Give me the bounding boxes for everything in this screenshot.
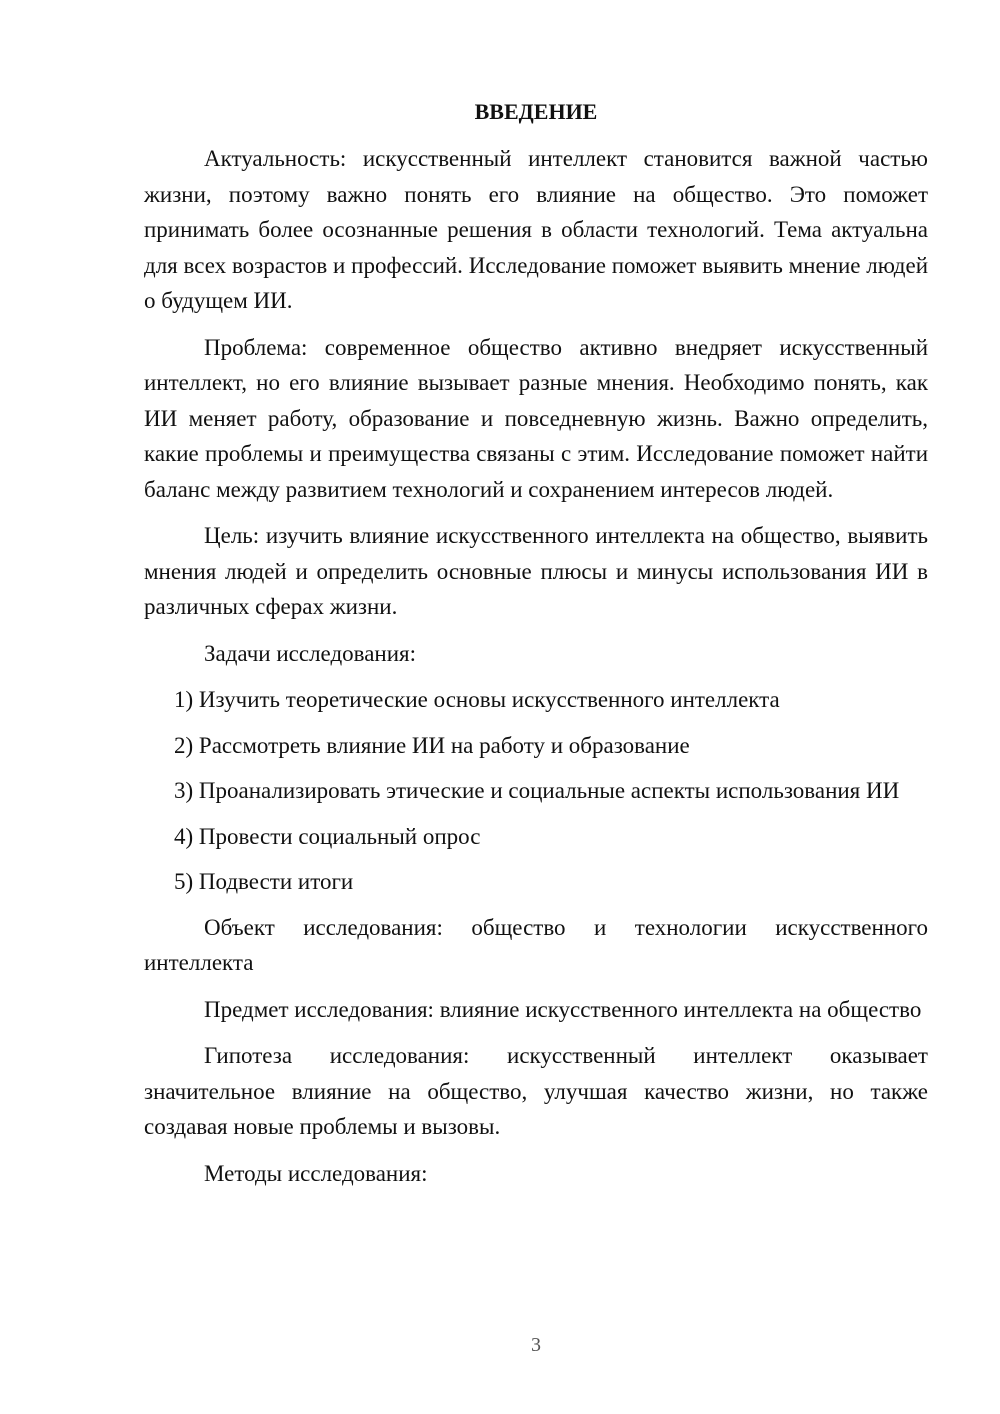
page-content bbox=[144, 94, 928, 1202]
goal-paragraph: Цель: изучить влияние искусственного интеллекта на общество, выявить мнения людей и определить основные плюсы и минусы использования ИИ в различных сферах жизни. bbox=[144, 523, 928, 619]
task-item-5: 5) Подвести итоги bbox=[174, 869, 354, 894]
subject-paragraph: Предмет исследования: влияние искусственного интеллекта на общество bbox=[204, 996, 922, 1022]
section-title: ВВЕДЕНИЕ bbox=[474, 99, 598, 124]
hypothesis-paragraph: Гипотеза исследования: искусственный интеллект оказывает значительное влияние на общество, улучшая качество жизни, но также создавая новые проблемы и вызовы. bbox=[144, 1043, 928, 1139]
relevance-paragraph: Актуальность: искусственный интеллект становится важной частью жизни, поэтому важно понять его влияние на общество. Это поможет принимать более осознанные решения в области технологий. Тема актуальна для всех возрастов и профессий. Исследование поможет выявить мнение людей о будущем ИИ. bbox=[144, 146, 928, 313]
problem-paragraph: Проблема: современное общество активно внедряет искусственный интеллект, но его влияние вызывает разные мнения. Необходимо понять, как ИИ меняет работу, образование и повседневную жизнь. Важно определить, какие проблемы и преимущества связаны с этим. Исследование поможет найти баланс между развитием технологий и сохранением интересов людей. bbox=[144, 334, 928, 502]
methods-heading: Методы исследования: bbox=[204, 1160, 428, 1186]
tasks-heading: Задачи исследования: bbox=[204, 640, 417, 666]
task-item-2: 2) Рассмотреть влияние ИИ на работу и образование bbox=[174, 732, 690, 758]
task-item-1: 1) Изучить теоретические основы искусственного интеллекта bbox=[174, 687, 780, 712]
page-number: 3 bbox=[531, 1334, 541, 1356]
task-item-3: 3) Проанализировать этические и социальные аспекты использования ИИ bbox=[174, 778, 900, 803]
task-item-4: 4) Провести социальный опрос bbox=[174, 823, 481, 849]
object-paragraph: Объект исследования: общество и технологии искусственного интеллекта bbox=[144, 914, 928, 975]
